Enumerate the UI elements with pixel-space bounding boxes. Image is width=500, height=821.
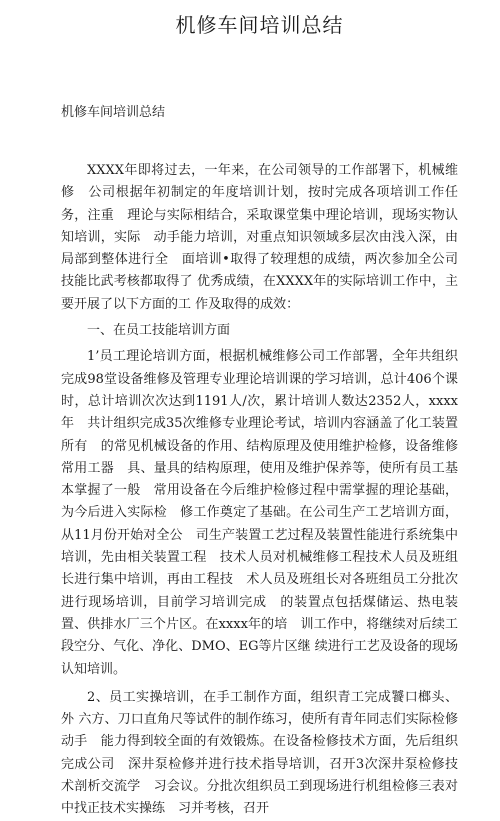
document-body — [61, 160, 472, 821]
theory-training-paragraph: 1’员工理论培训方面，根据机械维修公司工作部署，全年共组织 完成98堂设备维修及管理专业理论培训课的学习培训，总计406个课 时，总计培训次次达到1191人/次，累计培训人数达2352人，xxxx年 共计组织完成35次维修专业理论考试，培训内容涵盖了化工装置所有 的常见机械设备的作用、结构原理及使用维护检修，设备维修常用工器 具、量具的结构原理，使用及维护保养等，使所有员工基本掌握了一般 常用设备在今后维护检修过程中需掌握的理论基础，为今后进入实际检 修工作奠定了基础。在公司生产工艺培训方面，从11月份开始对全公 司生产装置工艺过程及装置性能进行系统集中培训，先由相关装置工程 技术人员对机械维修工程技术人员及班组长进行集中培训，再由工程技 术人员及班组长对各班组员工分批次进行现场培训，目前学习培训完成 的装置点包括煤储运、热电装置、供排水厂三个片区。在xxxx年的培 训工作中，将继续对后续工段空分、气化、净化、DMO、EG等片区继 续进行工艺及设备的现场认知培训。 — [61, 349, 472, 677]
intro-paragraph: XXXX年即将过去，一年来，在公司领导的工作部署下，机械维修 公司根据年初制定的年度培训计划，按时完成各项培训工作任务，注重 理论与实际相结合，采取课堂集中理论培训，现场实物认知培训，实际 动手能力培训，对重点知识领域多层次由浅入深，由局部到整体进行全 面培训•取得了较理想的成绩，两次参加全公司技能比武考核都取得了 优秀成绩，在XXXX年的实际培训工作中，主要开展了以下方面的工 作及取得的成效： — [61, 163, 458, 312]
section-heading: 一、在员工技能培训方面 — [87, 323, 231, 339]
document-title: 机修车间培训总结 — [175, 13, 344, 37]
practical-training-paragraph: 2、员工实操培训，在手工制作方面，组织青工完成饕口榔头、外 六方、刀口直角尺等试件的制作练习，使所有青年同志们实际检修动手 能力得到较全面的有效锻炼。在设备检修技术方面，先后组织完成公司 深井泵检修并进行技术指导培训，召开3次深井泵检修技术剖析交流学 习会议。分批次组织员工到现场进行机组检修三表对中找正技术实操练 习并考核，召开 — [61, 689, 458, 817]
document-subtitle: 机修车间培训总结 — [61, 105, 166, 120]
